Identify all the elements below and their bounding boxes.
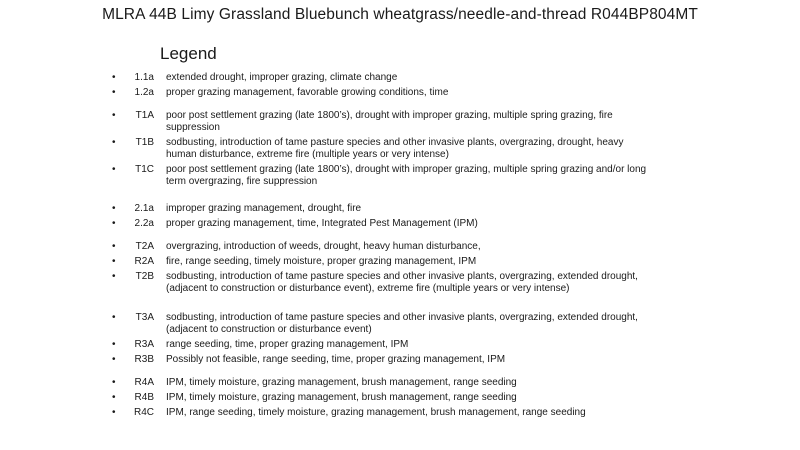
legend-item-code: T3A [135,312,154,323]
bullet-icon: • [112,354,116,365]
legend-item-code: R3B [134,354,154,365]
bullet-icon: • [112,72,116,83]
legend-item-code: R4A [134,377,154,388]
bullet-icon: • [112,377,116,388]
legend-item [0,241,800,253]
legend-item-text: range seeding, time, proper grazing management, IPM [166,339,409,350]
legend-item-text: improper grazing management, drought, fire [166,203,362,214]
legend-item [0,164,800,188]
legend-item-code: T2A [135,241,154,252]
legend-item-text: fire, range seeding, timely moisture, proper grazing management, IPM [166,256,477,267]
bullet-icon: • [112,339,116,350]
legend-list [0,72,800,419]
legend-item-code: 1.1a [134,72,154,83]
legend-item-code: T2B [135,271,154,282]
legend-item-text: proper grazing management, favorable growing conditions, time [166,87,449,98]
legend-item-text: Possibly not feasible, range seeding, time, proper grazing management, IPM [166,354,506,365]
bullet-icon: • [112,164,116,175]
page-title: MLRA 44B Limy Grassland Bluebunch wheatgrass/needle-and-thread R044BP804MT [102,6,698,23]
legend-heading: Legend [160,44,217,63]
legend-item-text: sodbusting, introduction of tame pasture species and other invasive plants, overgrazing, extended drought, (adjacent to construction or disturbance event), extreme fire (multiple years or very intense) [166,271,638,294]
legend-item [0,339,800,351]
legend-item [0,203,800,215]
legend-item-text: IPM, timely moisture, grazing management, brush management, range seeding [166,377,517,388]
bullet-icon: • [112,241,116,252]
legend-item-code: R2A [134,256,154,267]
bullet-icon: • [112,256,116,267]
legend-item-text: overgrazing, introduction of weeds, drought, heavy human disturbance, [166,241,481,252]
legend-item-text: poor post settlement grazing (late 1800’s), drought with improper grazing, multiple spring grazing, fire suppression [166,110,613,133]
bullet-icon: • [112,312,116,323]
bullet-icon: • [112,110,116,121]
legend-item-code: T1A [135,110,154,121]
legend-item-text: IPM, range seeding, timely moisture, grazing management, brush management, range seeding [166,407,586,418]
legend-item [0,377,800,389]
bullet-icon: • [112,407,116,418]
bullet-icon: • [112,137,116,148]
legend-item [0,271,800,295]
bullet-icon: • [112,87,116,98]
legend-item-code: 2.2a [134,218,154,229]
bullet-icon: • [112,203,116,214]
legend-item-text: IPM, timely moisture, grazing management, brush management, range seeding [166,392,517,403]
bullet-icon: • [112,271,116,282]
bullet-icon: • [112,392,116,403]
legend-item-code: T1C [135,164,154,175]
legend-item [0,407,800,419]
legend-item [0,354,800,366]
legend-item [0,218,800,230]
legend-item [0,87,800,99]
legend-item-code: R4B [134,392,154,403]
legend-item-text: sodbusting, introduction of tame pasture species and other invasive plants, overgrazing, extended drought, (adjacent to construction or disturbance event) [166,312,638,335]
legend-item [0,312,800,336]
legend-item [0,256,800,268]
legend-item-text: proper grazing management, time, Integrated Pest Management (IPM) [166,218,478,229]
legend-item [0,137,800,161]
legend-item-code: R4C [133,407,154,418]
bullet-icon: • [112,218,116,229]
legend-item-code: T1B [135,137,154,148]
legend-item-code: 2.1a [134,203,154,214]
legend-item-code: 1.2a [134,87,154,98]
legend-item-text: extended drought, improper grazing, climate change [166,72,398,83]
legend-item-code: R3A [134,339,154,350]
legend-item [0,72,800,84]
legend-item-text: poor post settlement grazing (late 1800’s), drought with improper grazing, multiple spring grazing and/or long term overgrazing, fire suppression [166,164,647,187]
legend-item-text: sodbusting, introduction of tame pasture species and other invasive plants, overgrazing, drought, heavy human disturbance, extreme fire (multiple years or very intense) [166,137,624,160]
legend-item [0,392,800,404]
legend-item [0,110,800,134]
